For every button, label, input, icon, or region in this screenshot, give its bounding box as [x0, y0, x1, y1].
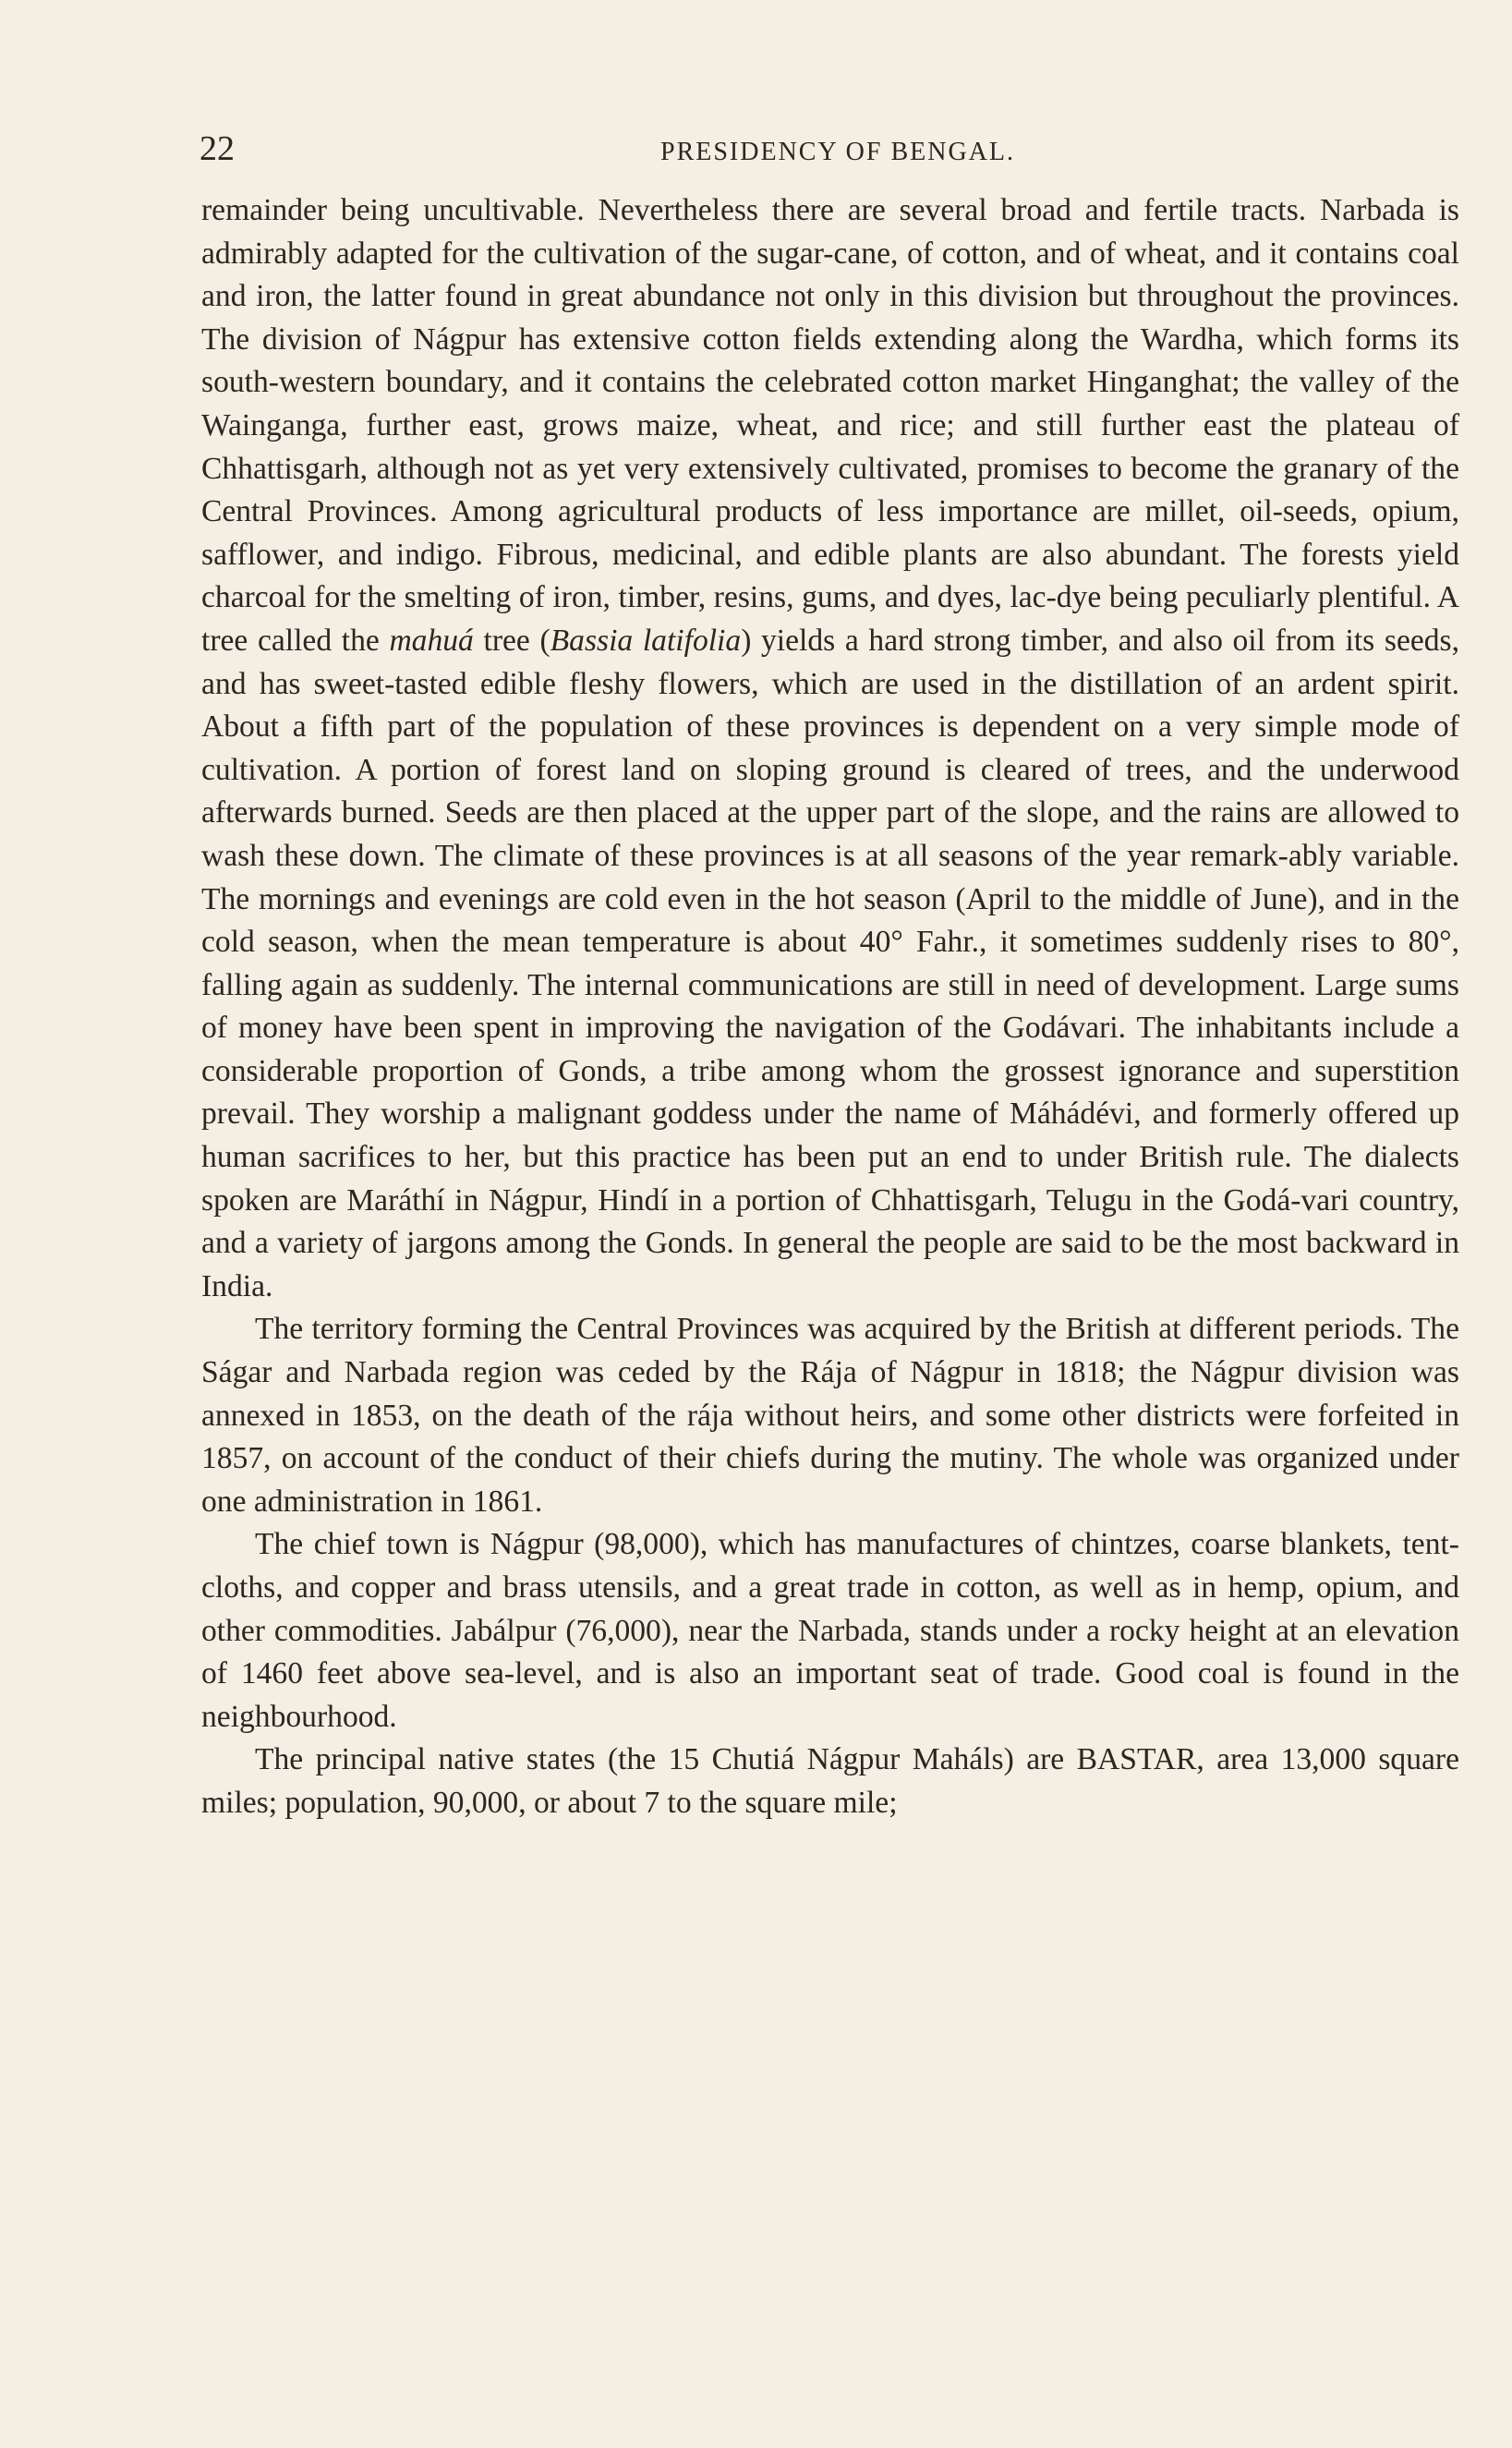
text-span: ) yields a hard strong timber, and also oil from its seeds, and has sweet-tasted edible fleshy flowers, which are used in the distillation of an ardent spirit. About a fifth part of the population of these provinces is dependent on a very simple mode of cultivation. A portion of forest land on sloping ground is cleared of trees, and the underwood afterwards burned. Seeds are then placed at the upper part of the slope, and the rains are allowed to wash these down. The climate of these provinces is at all seasons of the year remark-ably variable. The mornings and evenings are cold even in the hot season (April to the middle of June), and in the cold season, when the mean temperature is about 40° Fahr., it sometimes suddenly rises to 80°, falling again as suddenly. The internal communications are still in need of development. Large sums of money have been spent in improving the navigation of the Godávari. The inhabitants include a considerable proportion of Gonds, a tribe among whom the grossest ignorance and superstition prevail. They worship a malignant goddess under the name of Máhádévi, and formerly offered up human sacrifices to her, but this practice has been put an end to under British rule. The dialects spoken are Maráthí in Nágpur, Hindí in a portion of Chhattisgarh, Telugu in the Godá-vari country, and a variety of jargons among the Gonds. In general the people are said to be the most backward in India.	[201, 623, 1459, 1303]
text-span: The principal native states (the 15 Chutiá Nágpur Maháls) are BASTAR, area 13,000 square miles; population, 90,000, or about 7 to the square mile;	[201, 1742, 1459, 1820]
running-title: PRESIDENCY OF BENGAL.	[660, 138, 1015, 166]
page-header	[200, 126, 1458, 172]
body-text	[201, 189, 1459, 1825]
paragraph-history	[201, 1308, 1459, 1523]
paragraph-towns	[201, 1523, 1459, 1739]
text-span: remainder being uncultivable. Nevertheless there are several broad and fertile tracts. Narbada is admirably adapted for the cultivation of the sugar-cane, of cotton, and of wheat, and it contains coal and iron, the latter found in great abundance not only in this division but throughout the provinces. The division of Nágpur has extensive cotton fields extending along the Wardha, which forms its south-western boundary, and it contains the celebrated cotton market Hinganghat; the valley of the Wainganga, further east, grows maize, wheat, and rice; and still further east the plateau of Chhattisgarh, although not as yet very extensively cultivated, promises to become the granary of the Central Provinces. Among agricultural products of less importance are millet, oil-seeds, opium, safflower, and indigo. Fibrous, medicinal, and edible plants are also abundant. The forests yield charcoal for the smelting of iron, timber, resins, gums, and dyes, lac-dye being peculiarly plentiful. A tree called the	[201, 193, 1459, 658]
page-number: 22	[200, 129, 235, 168]
text-span: The chief town is Nágpur (98,000), which has manufactures of chintzes, coarse blankets, tent-cloths, and copper and brass utensils, and a great trade in cotton, as well as in hemp, opium, and other commodities. Jabálpur (76,000), near the Narbada, stands under a rocky height at an elevation of 1460 feet above sea-level, and is also an important seat of trade. Good coal is found in the neighbourhood.	[201, 1527, 1459, 1734]
paragraph-climate-and-agriculture	[201, 189, 1459, 1308]
text-span: The territory forming the Central Provinces was acquired by the British at different periods. The Ságar and Narbada region was ceded by the Rája of Nágpur in 1818; the Nágpur division was annexed in 1853, on the death of the rája without heirs, and some other districts were forfeited in 1857, on account of the conduct of their chiefs during the mutiny. The whole was organized under one administration in 1861.	[201, 1312, 1459, 1519]
italic-term-mahua: mahuá	[389, 623, 474, 658]
paragraph-native-states	[201, 1739, 1459, 1824]
text-span: tree (	[473, 623, 550, 658]
italic-term-bassia-latifolia: Bassia latifolia	[550, 623, 742, 658]
